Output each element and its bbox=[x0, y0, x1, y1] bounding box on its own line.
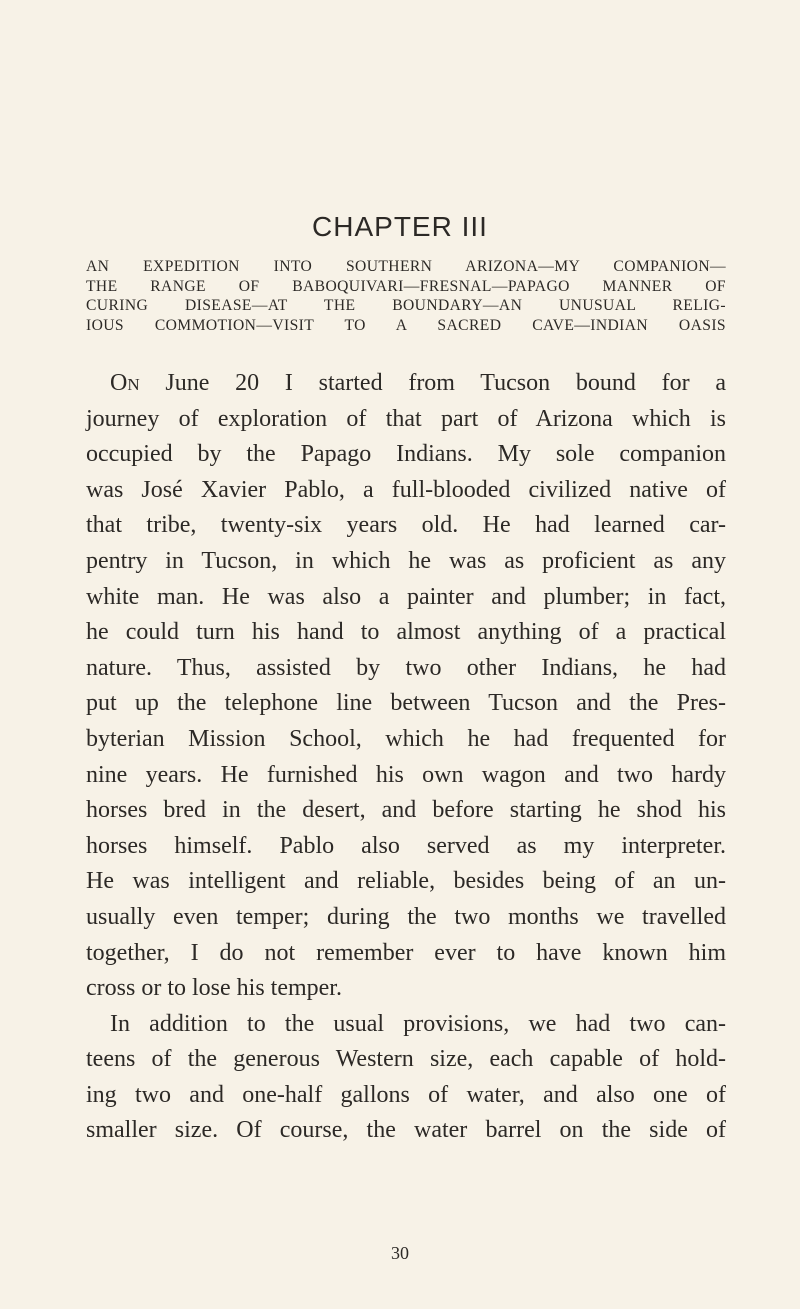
body-line: nine years. He furnished his own wagon and two hardy bbox=[86, 761, 726, 788]
body-line: pentry in Tucson, in which he was as proficient as any bbox=[86, 547, 726, 574]
body-line: together, I do not remember ever to have known him bbox=[86, 939, 726, 966]
body-line: In addition to the usual provisions, we had two can- bbox=[110, 1010, 726, 1037]
body-line: occupied by the Papago Indians. My sole companion bbox=[86, 441, 726, 468]
synopsis-line: CURING DISEASE—AT THE BOUNDARY—AN UNUSUAL RELIG- bbox=[86, 297, 726, 314]
body-line: ing two and one-half gallons of water, and also one of bbox=[86, 1081, 726, 1108]
body-line: He was intelligent and reliable, besides being of an un- bbox=[86, 868, 726, 895]
body-line: nature. Thus, assisted by two other Indians, he had bbox=[86, 654, 726, 681]
synopsis-line: THE RANGE OF BABOQUIVARI—FRESNAL—PAPAGO MANNER OF bbox=[86, 277, 726, 295]
body-line: horses bred in the desert, and before starting he shod his bbox=[86, 797, 726, 824]
body-line bbox=[86, 366, 726, 402]
body-text bbox=[86, 366, 726, 1149]
body-line: was José Xavier Pablo, a full-blooded civilized native of bbox=[86, 476, 726, 503]
body-line: he could turn his hand to almost anything of a practical bbox=[86, 619, 726, 646]
chapter-title: CHAPTER III bbox=[312, 211, 488, 242]
body-line: byterian Mission School, which he had frequented for bbox=[86, 725, 726, 752]
body-line: horses himself. Pablo also served as my interpreter. bbox=[86, 832, 726, 859]
opening-word: On bbox=[110, 370, 140, 396]
page-number: 30 bbox=[391, 1243, 409, 1263]
body-line: usually even temper; during the two months we travelled bbox=[86, 903, 726, 930]
body-line: that tribe, twenty-six years old. He had learned car- bbox=[86, 512, 726, 539]
body-line: white man. He was also a painter and plumber; in fact, bbox=[86, 583, 726, 610]
synopsis-line: AN EXPEDITION INTO SOUTHERN ARIZONA—MY COMPANION— bbox=[86, 258, 726, 275]
body-line: teens of the generous Western size, each capable of hold- bbox=[86, 1046, 726, 1073]
synopsis-line: IOUS COMMOTION—VISIT TO A SACRED CAVE—INDIAN OASIS bbox=[86, 316, 726, 334]
chapter-synopsis bbox=[86, 257, 726, 335]
body-line: cross or to lose his temper. bbox=[86, 975, 342, 1002]
body-line-text: June 20 I started from Tucson bound for a bbox=[139, 370, 726, 396]
body-line: put up the telephone line between Tucson and the Pres- bbox=[86, 690, 726, 717]
body-line: smaller size. Of course, the water barrel on the side of bbox=[86, 1117, 726, 1144]
body-line: journey of exploration of that part of Arizona which is bbox=[86, 405, 726, 432]
